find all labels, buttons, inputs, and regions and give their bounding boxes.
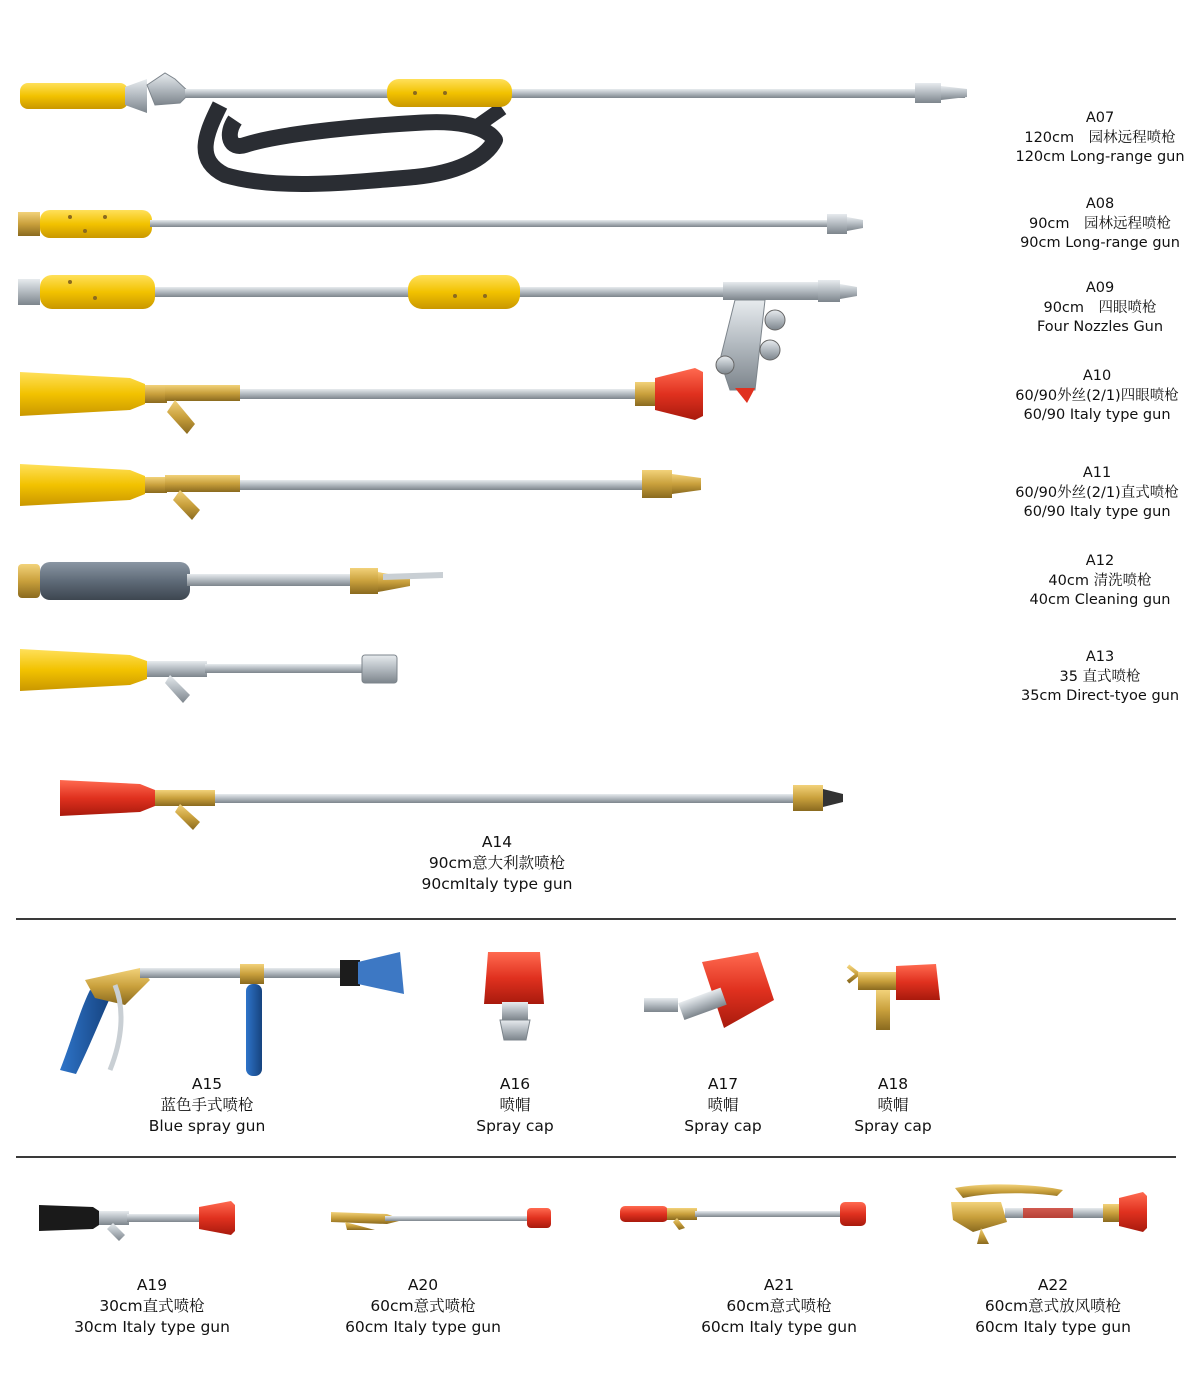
product-name-en: 60/90 Italy type gun: [1023, 407, 1171, 423]
product-code: A10: [1082, 368, 1112, 384]
product-a15-image: [50, 950, 410, 1080]
product-name-en: 35cm Direct-tyoe gun: [1020, 688, 1180, 704]
product-name-zh: 90cm 四眼喷枪: [1043, 299, 1157, 316]
product-a19-image: [35, 1195, 245, 1245]
product-name-zh: 喷帽: [707, 1096, 739, 1114]
product-a12-image: [15, 558, 455, 608]
product-name-en: 60cm Italy type gun: [701, 1318, 857, 1336]
product-code: A22: [1037, 1276, 1069, 1294]
product-code: A21: [763, 1276, 795, 1294]
product-caption-a22: [975, 1275, 1131, 1338]
product-name-zh: 60cm意式放风喷枪: [984, 1297, 1122, 1315]
product-caption-a12: [1030, 552, 1171, 611]
spray-cap-icon: [480, 948, 550, 1050]
spray-cap-icon: [840, 960, 945, 1040]
product-code: A14: [481, 833, 513, 851]
product-caption-a16: [476, 1074, 554, 1137]
product-name-zh: 喷帽: [877, 1096, 909, 1114]
product-name-zh: 60cm意式喷枪: [370, 1297, 476, 1315]
product-name-en: 90cm Long-range gun: [1020, 235, 1180, 251]
section-divider: [16, 918, 1176, 920]
product-name-zh: 60/90外丝(2/1)四眼喷枪: [1015, 387, 1179, 404]
product-name-en: Blue spray gun: [148, 1117, 266, 1135]
product-code: A20: [407, 1276, 439, 1294]
product-code: A18: [877, 1075, 909, 1093]
product-code: A08: [1085, 196, 1115, 212]
product-name-en: 60cm Italy type gun: [345, 1318, 501, 1336]
product-caption-a21: [701, 1275, 857, 1338]
product-a08-image: [15, 205, 875, 245]
product-name-zh: 35 直式喷枪: [1059, 668, 1141, 685]
product-a11-image: [15, 458, 715, 528]
product-code: A19: [136, 1276, 168, 1294]
product-name-en: 120cm Long-range gun: [1015, 149, 1185, 165]
product-name-en: 90cmItaly type gun: [421, 875, 573, 893]
product-caption-a07: [1015, 109, 1184, 168]
product-name-zh: 30cm直式喷枪: [99, 1297, 205, 1315]
product-name-en: 40cm Cleaning gun: [1029, 592, 1171, 608]
product-code: A11: [1082, 465, 1112, 481]
product-name-zh: 90cm 园林远程喷枪: [1028, 215, 1172, 232]
product-name-zh: 60/90外丝(2/1)直式喷枪: [1015, 484, 1179, 501]
product-name-en: 30cm Italy type gun: [74, 1318, 230, 1336]
product-code: A12: [1085, 553, 1115, 569]
product-code: A09: [1085, 280, 1115, 296]
product-code: A15: [191, 1075, 223, 1093]
product-name-en: 60cm Italy type gun: [975, 1318, 1131, 1336]
product-code: A17: [707, 1075, 739, 1093]
product-caption-a13: [1021, 648, 1179, 707]
product-caption-a15: [149, 1074, 266, 1137]
product-name-en: Spray cap: [854, 1117, 932, 1135]
product-code: A16: [499, 1075, 531, 1093]
product-name-en: Four Nozzles Gun: [1036, 319, 1164, 335]
product-a07-image: [15, 65, 975, 195]
product-a14-image: [55, 770, 855, 835]
product-caption-a10: [1015, 367, 1178, 426]
product-name-zh: 120cm 园林远程喷枪: [1024, 129, 1176, 146]
product-name-zh: 40cm 清洗喷枪: [1048, 572, 1152, 589]
product-a20-image: [325, 1200, 560, 1240]
product-name-en: Spray cap: [684, 1117, 762, 1135]
product-caption-a09: [1037, 279, 1163, 338]
product-name-zh: 喷帽: [499, 1096, 531, 1114]
product-caption-a11: [1015, 464, 1178, 523]
product-a22-image: [945, 1180, 1155, 1245]
product-a21-image: [615, 1198, 875, 1238]
product-name-en: 60/90 Italy type gun: [1023, 504, 1171, 520]
product-code: A13: [1085, 649, 1115, 665]
spray-cap-icon: [640, 950, 780, 1040]
product-caption-a17: [684, 1074, 762, 1137]
product-code: A07: [1085, 110, 1115, 126]
product-name-zh: 90cm意大利款喷枪: [428, 854, 566, 872]
product-caption-a20: [345, 1275, 501, 1338]
product-caption-a08: [1020, 195, 1180, 254]
product-name-en: Spray cap: [476, 1117, 554, 1135]
product-a13-image: [15, 643, 415, 708]
product-caption-a18: [854, 1074, 932, 1137]
section-divider: [16, 1156, 1176, 1158]
product-caption-a14: [422, 832, 573, 895]
shoulder-strap-icon: [206, 103, 507, 184]
product-name-zh: 蓝色手式喷枪: [160, 1096, 254, 1114]
product-a10-image: [15, 362, 715, 442]
product-name-zh: 60cm意式喷枪: [726, 1297, 832, 1315]
product-caption-a19: [74, 1275, 230, 1338]
